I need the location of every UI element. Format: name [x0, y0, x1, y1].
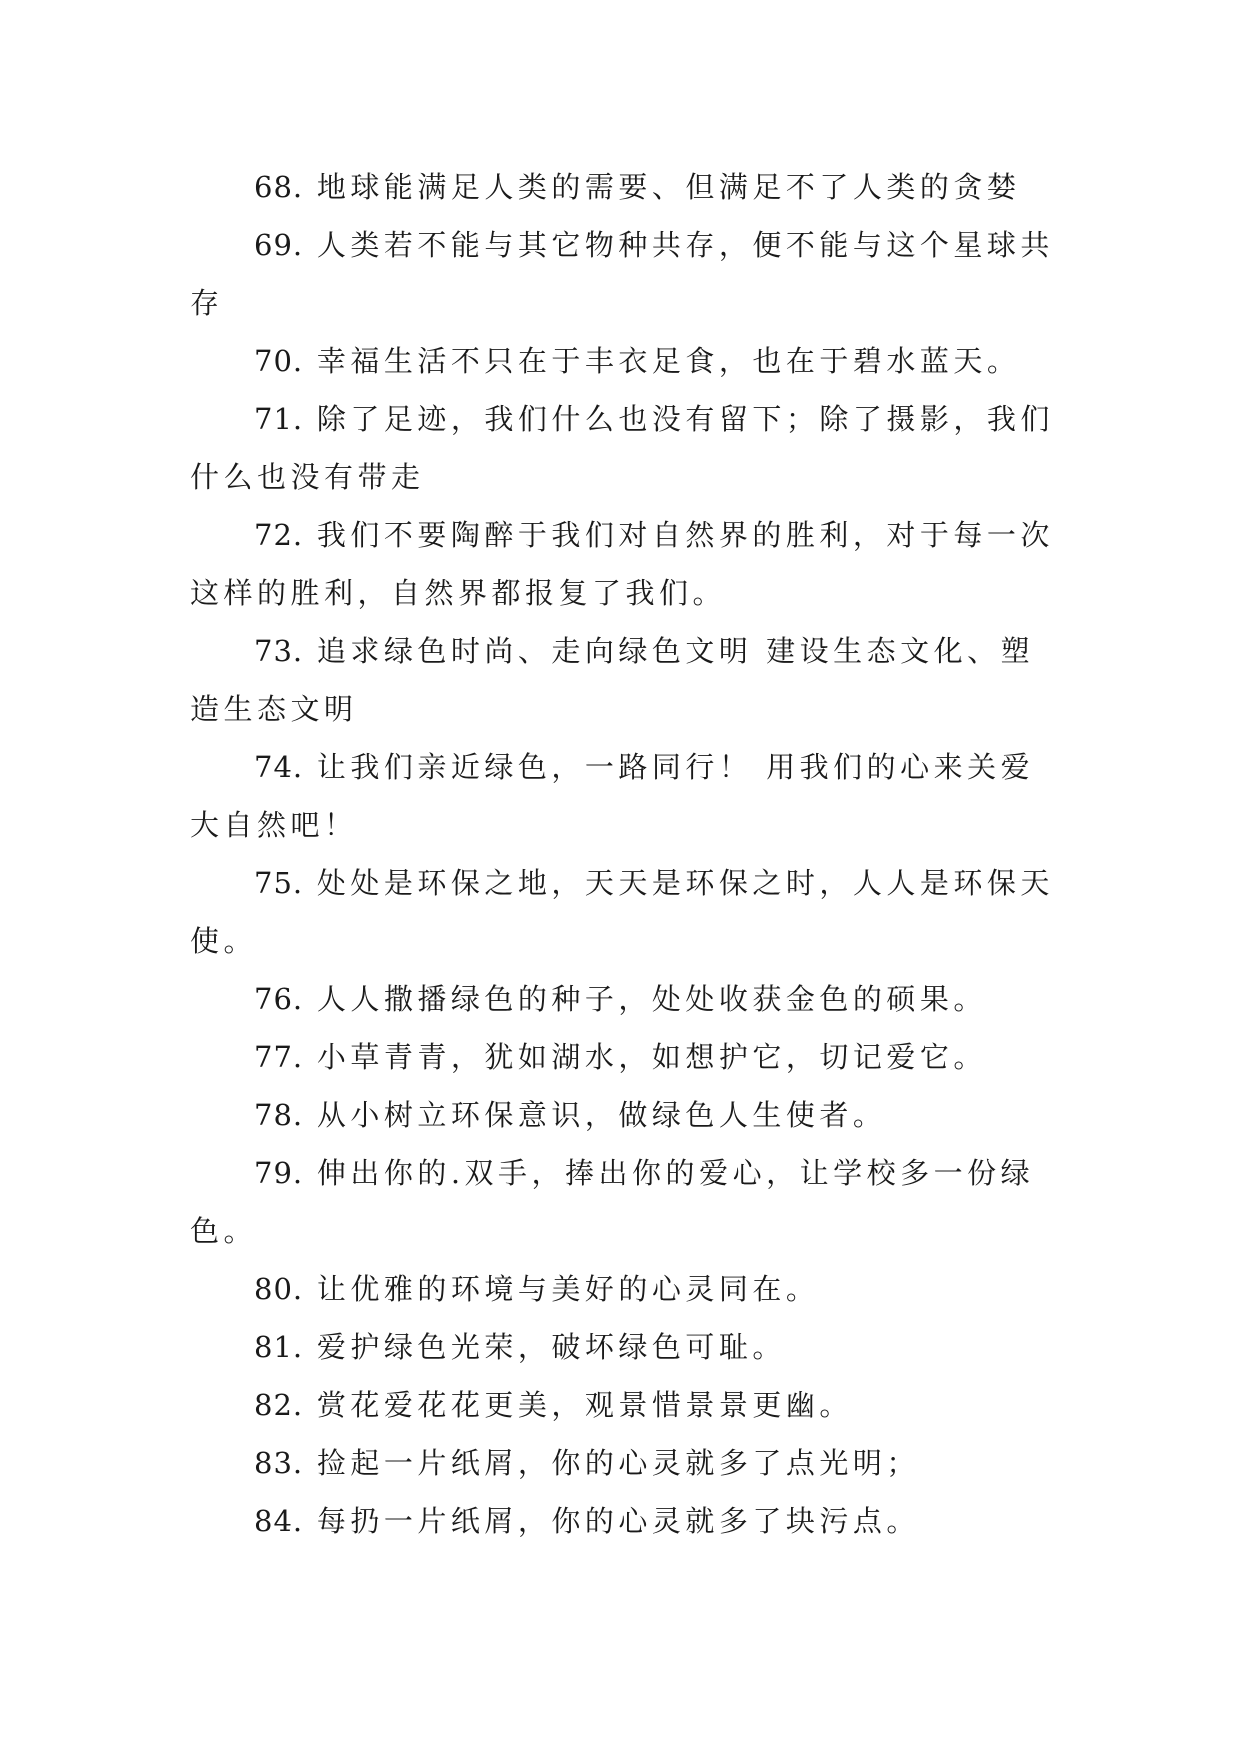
list-item [190, 1086, 1055, 1144]
list-item [190, 622, 1055, 738]
item-number: 84. [254, 1504, 304, 1538]
item-text: 让我们亲近绿色，一路同行！ 用我们的心来关爱大自然吧！ [190, 750, 1035, 842]
item-number: 78. [254, 1098, 304, 1132]
item-text: 捡起一片纸屑，你的心灵就多了点光明； [316, 1446, 920, 1480]
list-item [190, 1318, 1055, 1376]
item-number: 83. [254, 1446, 304, 1480]
item-text: 处处是环保之地，天天是环保之时，人人是环保天使。 [190, 866, 1054, 958]
list-item [190, 332, 1055, 390]
item-number: 75. [254, 866, 304, 900]
item-number: 81. [254, 1330, 304, 1364]
document-page [190, 158, 1055, 1550]
list-item [190, 970, 1055, 1028]
item-text: 从小树立环保意识，做绿色人生使者。 [316, 1098, 887, 1132]
item-number: 79. [254, 1156, 304, 1190]
item-text: 小草青青，犹如湖水，如想护它，切记爱它。 [316, 1040, 987, 1074]
item-text: 除了足迹，我们什么也没有留下；除了摄影，我们什么也没有带走 [190, 402, 1054, 494]
list-item [190, 738, 1055, 854]
item-number: 71. [254, 402, 304, 436]
item-text: 每扔一片纸屑，你的心灵就多了块污点。 [316, 1504, 920, 1538]
item-number: 74. [254, 750, 304, 784]
item-number: 68. [254, 170, 304, 204]
item-text: 伸出你的.双手，捧出你的爱心，让学校多一份绿色。 [190, 1156, 1035, 1248]
list-item [190, 390, 1055, 506]
item-text: 爱护绿色光荣，破坏绿色可耻。 [316, 1330, 786, 1364]
item-text: 赏花爱花花更美，观景惜景景更幽。 [316, 1388, 853, 1422]
item-number: 77. [254, 1040, 304, 1074]
item-number: 82. [254, 1388, 304, 1422]
item-text: 幸福生活不只在于丰衣足食，也在于碧水蓝天。 [316, 344, 1021, 378]
item-text: 让优雅的环境与美好的心灵同在。 [316, 1272, 820, 1306]
list-item [190, 1492, 1055, 1550]
item-number: 70. [254, 344, 304, 378]
item-text: 地球能满足人类的需要、但满足不了人类的贪婪 [316, 170, 1021, 204]
item-number: 80. [254, 1272, 304, 1306]
item-number: 72. [254, 518, 304, 552]
list-item [190, 1144, 1055, 1260]
item-number: 69. [254, 228, 304, 262]
list-item [190, 1260, 1055, 1318]
item-text: 追求绿色时尚、走向绿色文明 建设生态文化、塑造生态文明 [190, 634, 1035, 726]
item-number: 73. [254, 634, 304, 668]
list-item [190, 854, 1055, 970]
list-item [190, 216, 1055, 332]
item-text: 人类若不能与其它物种共存，便不能与这个星球共存 [190, 228, 1054, 320]
list-item [190, 1028, 1055, 1086]
list-item [190, 506, 1055, 622]
item-text: 人人撒播绿色的种子，处处收获金色的硕果。 [316, 982, 987, 1016]
item-text: 我们不要陶醉于我们对自然界的胜利，对于每一次这样的胜利，自然界都报复了我们。 [190, 518, 1054, 610]
list-item [190, 1376, 1055, 1434]
list-item [190, 158, 1055, 216]
list-item [190, 1434, 1055, 1492]
item-number: 76. [254, 982, 304, 1016]
